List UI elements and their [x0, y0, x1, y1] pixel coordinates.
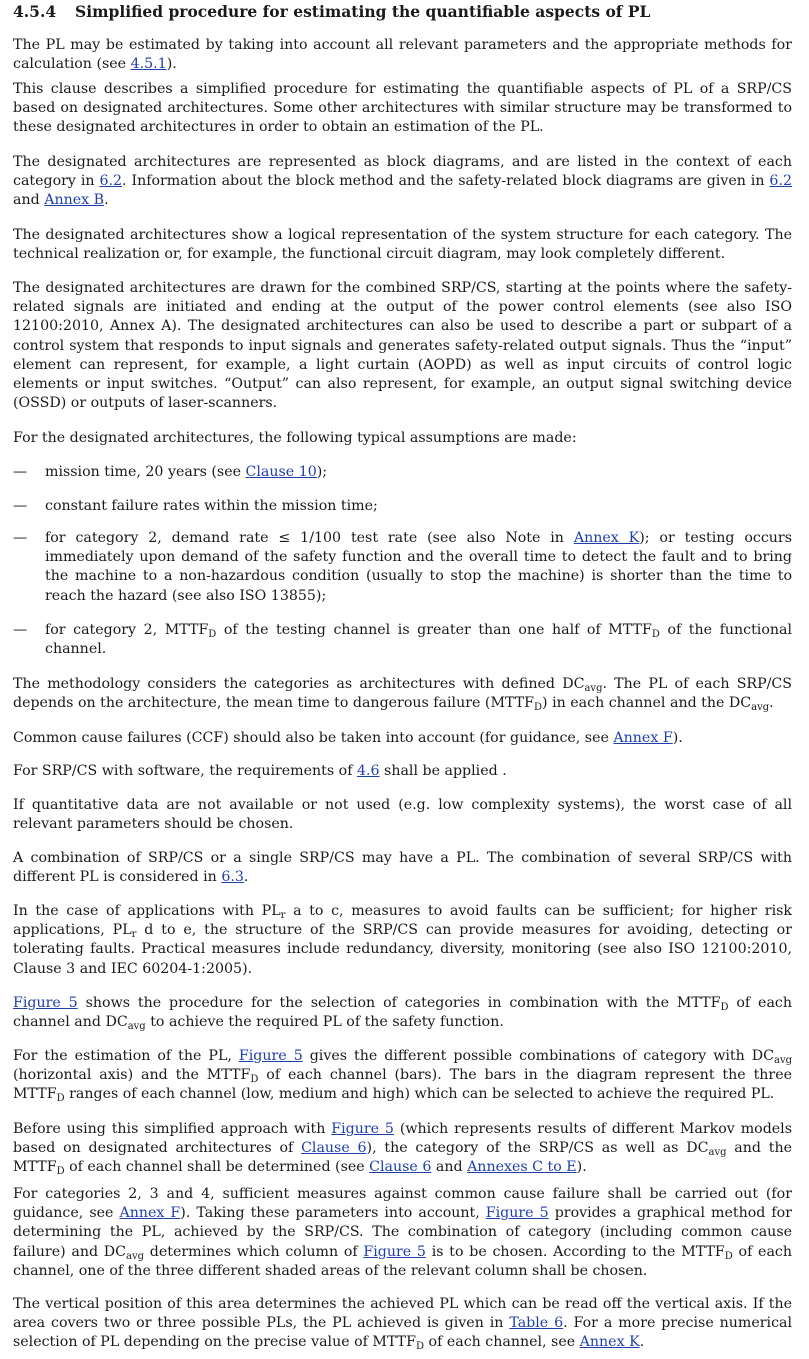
- link-clause-10[interactable]: Clause 10: [245, 464, 317, 480]
- paragraph-2: This clause describes a simplified procedure for estimating the quantifiable aspects of PL of a SRP/CS based on designated architectures. Some other architectures with similar structure may be transformed to these designated architectures in order to obtain an estimation of the PL.: [13, 81, 792, 136]
- paragraph-7: The methodology considers the categories as architectures with defined $DC_{avg}$. The PL of each SRP/CS depends on the architecture, the mean time to dangerous failure $(MTTF_D)$ in each channel and the $DC_{avg}$.: [13, 676, 792, 714]
- list-dash: —: [13, 622, 28, 638]
- paragraph-6: For the designated architectures, the following typical assumptions are made:: [13, 430, 577, 446]
- link-clause-6-second[interactable]: Clause 6: [369, 1159, 432, 1176]
- link-figure-5[interactable]: Figure 5: [485, 1205, 549, 1222]
- paragraph-5: The designated architectures are drawn for the combined SRP/CS, starting at the points where the safety-related signals are initiated and ending at the output of the power control elements (see also ISO 12100:2010, Annex A). The designated architectures can also be used to describe a part or subpart of a control system that responds to input signals and generates safety-related output signals. Thus the “input” element can represent, for example, a light curtain (AOPD) as well as input circuits of control logic elements or input switches. “Output” can also represent, for example, an output signal switching device (OSSD) or outputs of laser-scanners.: [13, 280, 792, 412]
- paragraph-12: In the case of applications with $PL_r$ a to c, measures to avoid faults can be sufficient; for higher risk applications, $PL_r$ d to e, the structure of the SRP/CS can provide measures for avoiding, detecting or tolerating faults. Practical measures include redundancy, diversity, monitoring (see also ISO 12100:2010, Clause 3 and IEC 60204-1:2005).: [13, 903, 793, 977]
- list-dash: —: [13, 530, 28, 546]
- section-heading: [13, 2, 650, 21]
- paragraph-1: The PL may be estimated by taking into account all relevant parameters and the appropriate methods for calculation (see 4.5.1).: [13, 37, 792, 73]
- link-6-2-second[interactable]: 6.2: [769, 173, 792, 190]
- link-6-3[interactable]: 6.3: [221, 869, 244, 886]
- link-clause-6[interactable]: Clause 6: [301, 1140, 367, 1157]
- paragraph-17: The vertical position of this area determines the achieved PL which can be read off the vertical axis. If the area covers two or three possible PLs, the PL achieved is given in Table 6. For a more precise numerical selection of PL depending on the precise value of $MTTF_D$ of each channel, see Annex K.: [13, 1296, 793, 1353]
- paragraph-13: Figure 5 shows the procedure for the selection of categories in combination with the $MTTF_D$ of each channel and $DC_{avg}$ to achieve the required PL of the safety function.: [13, 995, 792, 1033]
- link-annex-f[interactable]: Annex F: [119, 1205, 181, 1222]
- paragraph-11: A combination of SRP/CS or a single SRP/CS may have a PL. The combination of several SRP/CS with different PL is considered in 6.3.: [13, 850, 792, 886]
- paragraph-10: If quantitative data are not available or not used (e.g. low complexity systems), the worst case of all relevant parameters should be chosen.: [13, 797, 792, 833]
- paragraph-14: For the estimation of the PL, Figure 5 gives the different possible combinations of category with $DC_{avg}$ (horizontal axis) and the $MTTF_D$ of each channel (bars). The bars in the diagram represent the three $MTTF_D$ ranges of each channel (low, medium and high) which can be selected to achieve the required PL.: [13, 1048, 792, 1105]
- paragraph-16: For categories 2, 3 and 4, sufficient measures against common cause failure shall be carried out (for guidance, see Annex F). Taking these parameters into account, Figure 5 provides a graphical method for determining the PL, achieved by the SRP/CS. The combination of category (including common cause failure) and $DC_{avg}$ determines which column of Figure 5 is to be chosen. According to the $MTTF_D$ of each channel, one of the three different shaded areas of the relevant column shall be chosen.: [13, 1186, 792, 1279]
- paragraph-8: Common cause failures (CCF) should also be taken into account (for guidance, see Annex F).: [13, 730, 683, 746]
- link-figure-5[interactable]: Figure 5: [238, 1048, 303, 1064]
- list-item-testing-channel: — for category 2, $MTTF_D$ of the testing channel is greater than one half of $MTTF_D$ of the functional channel.: [13, 622, 792, 658]
- paragraph-4: The designated architectures show a logical representation of the system structure for each category. The technical realization or, for example, the functional circuit diagram, may look completely different.: [13, 227, 792, 263]
- link-annex-f[interactable]: Annex F: [613, 730, 673, 746]
- link-annexes-c-to-e[interactable]: Annexes C to E: [467, 1159, 577, 1176]
- link-4-5-1[interactable]: 4.5.1: [130, 56, 167, 73]
- link-4-6[interactable]: 4.6: [356, 763, 380, 779]
- link-figure-5[interactable]: Figure 5: [363, 1243, 426, 1260]
- link-annex-k[interactable]: Annex K: [573, 530, 640, 546]
- link-annex-b[interactable]: Annex B: [44, 192, 105, 209]
- link-6-2[interactable]: 6.2: [99, 173, 123, 190]
- link-table-6[interactable]: Table 6: [509, 1315, 564, 1332]
- list-item-demand-rate: — for category 2, demand rate ≤ 1/100 test rate (see also Note in Annex K); or testing occurs immediately upon demand of the safety function and the overall time to detect the fault and to bring the machine to a non-hazardous condition (usually to stop the machine) is shorter than the time to reach the hazard (see also ISO 13855);: [13, 530, 792, 604]
- paragraph-9: For SRP/CS with software, the requirements of 4.6 shall be applied .: [13, 763, 507, 779]
- list-dash: —: [13, 498, 28, 514]
- link-figure-5[interactable]: Figure 5: [13, 995, 78, 1011]
- link-figure-5[interactable]: Figure 5: [331, 1121, 394, 1137]
- list-item-mission-time: — mission time, 20 years (see Clause 10);: [13, 463, 792, 482]
- section-number: 4.5.4: [13, 2, 57, 21]
- paragraph-3: The designated architectures are represented as block diagrams, and are listed in the context of each category in 6.2. Information about the block method and the safety-related block diagrams are given in 6.2 and Annex B.: [13, 154, 792, 209]
- list-item-failure-rates: — constant failure rates within the mission time;: [13, 497, 792, 516]
- paragraph-15: Before using this simplified approach with Figure 5 (which represents results of different Markov models based on designated architectures of Clause 6), the category of the SRP/CS as well as $DC_{avg}$ and the $MTTF_D$ of each channel shall be determined (see Clause 6 and Annexes C to E).: [13, 1121, 792, 1178]
- list-dash: —: [13, 464, 28, 480]
- link-annex-k[interactable]: Annex K: [579, 1334, 640, 1351]
- section-title: Simplified procedure for estimating the quantifiable aspects of PL: [75, 2, 651, 21]
